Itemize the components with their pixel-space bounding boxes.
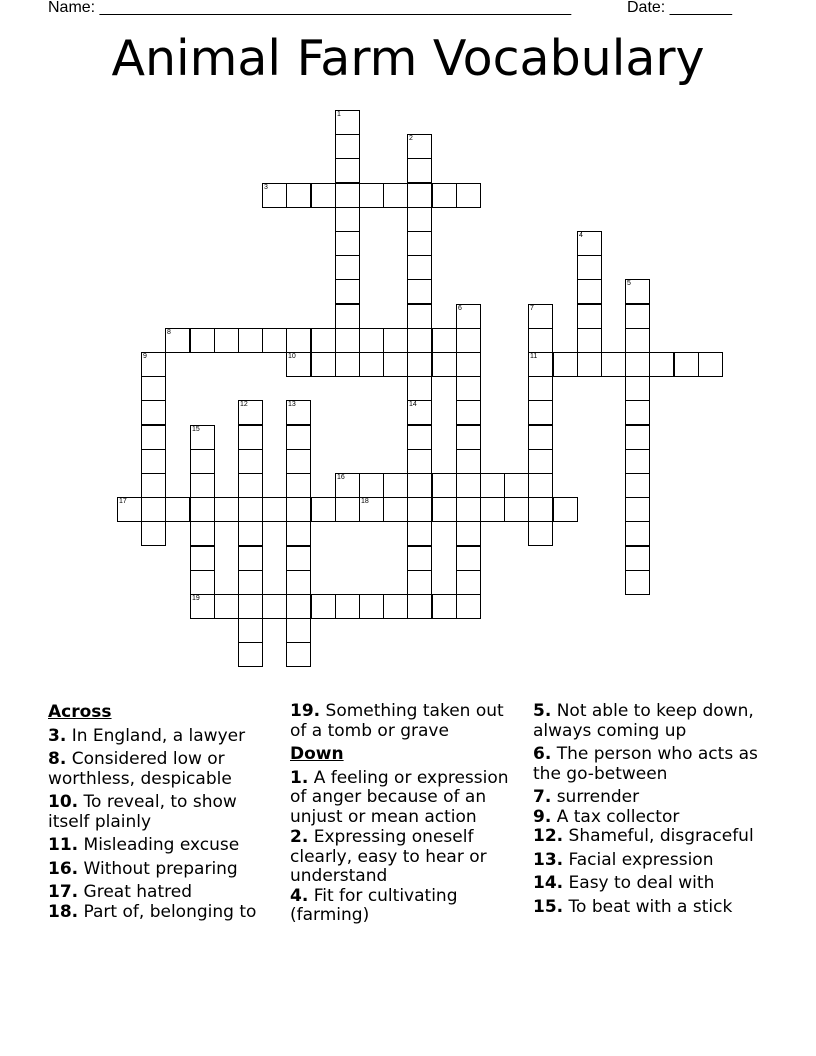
crossword-cell[interactable] [238, 546, 263, 571]
crossword-cell[interactable] [262, 594, 287, 619]
crossword-cell[interactable] [625, 546, 650, 571]
crossword-cell[interactable] [359, 328, 384, 353]
crossword-cell[interactable] [262, 183, 287, 208]
crossword-cell[interactable] [141, 449, 166, 474]
crossword-cell[interactable] [238, 473, 263, 498]
crossword-cell[interactable] [432, 328, 457, 353]
crossword-cell[interactable] [456, 449, 481, 474]
crossword-cell[interactable] [286, 618, 311, 643]
crossword-cell[interactable] [528, 497, 553, 522]
crossword-cell[interactable] [238, 594, 263, 619]
date-label: Date: [627, 0, 666, 16]
clue-number: 1. [290, 767, 309, 788]
crossword-cell[interactable] [335, 110, 360, 135]
crossword-cell[interactable] [190, 425, 215, 450]
crossword-cell[interactable] [286, 328, 311, 353]
crossword-cell[interactable] [141, 473, 166, 498]
crossword-cell[interactable] [286, 449, 311, 474]
cell-number: 1 [337, 111, 341, 118]
crossword-cell[interactable] [625, 449, 650, 474]
clue-text: Part of, belonging to [83, 901, 257, 922]
crossword-cell[interactable] [190, 497, 215, 522]
crossword-cell[interactable] [625, 328, 650, 353]
crossword-cell[interactable] [407, 546, 432, 571]
cell-number: 9 [143, 353, 147, 360]
crossword-cell[interactable] [311, 594, 336, 619]
clue-number: 4. [290, 885, 309, 906]
crossword-cell[interactable] [286, 352, 311, 377]
crossword-cell[interactable] [625, 279, 650, 304]
crossword-cell[interactable] [456, 183, 481, 208]
crossword-cell[interactable] [190, 570, 215, 595]
clue-number: 14. [533, 873, 564, 893]
clue-text: Not able to keep down, always coming up [533, 701, 754, 741]
clue-number: 19. [290, 701, 321, 721]
crossword-cell[interactable] [698, 352, 723, 377]
crossword-cell[interactable] [383, 594, 408, 619]
crossword-cell[interactable] [286, 570, 311, 595]
crossword-cell[interactable] [528, 328, 553, 353]
crossword-cell[interactable] [190, 546, 215, 571]
clue-text: A tax collector [556, 806, 680, 827]
clue-across-19 [290, 702, 522, 741]
clue-number: 11. [48, 835, 79, 855]
crossword-cell[interactable] [286, 400, 311, 425]
clue-number: 17. [48, 882, 79, 902]
clue-text: Fit for cultivating (farming) [290, 885, 458, 925]
clue-down-9 [533, 808, 773, 828]
crossword-cell[interactable] [311, 497, 336, 522]
crossword-cell[interactable] [335, 255, 360, 280]
crossword-cell[interactable] [286, 497, 311, 522]
crossword-cell[interactable] [383, 473, 408, 498]
crossword-cell[interactable] [117, 497, 142, 522]
crossword-cell[interactable] [456, 473, 481, 498]
clue-text: Great hatred [83, 882, 192, 902]
crossword-cell[interactable] [407, 594, 432, 619]
clue-down-1 [290, 769, 522, 828]
crossword-cell[interactable] [335, 352, 360, 377]
crossword-cell[interactable] [456, 425, 481, 450]
crossword-cell[interactable] [383, 328, 408, 353]
crossword-cell[interactable] [407, 400, 432, 425]
crossword-cell[interactable] [456, 546, 481, 571]
crossword-cell[interactable] [625, 376, 650, 401]
clue-down-4 [290, 887, 522, 926]
crossword-cell[interactable] [141, 352, 166, 377]
clue-down-12 [533, 827, 773, 847]
crossword-cell[interactable] [407, 279, 432, 304]
crossword-cell[interactable] [190, 328, 215, 353]
clue-across-11 [48, 836, 280, 856]
crossword-cell[interactable] [190, 594, 215, 619]
crossword-cell[interactable] [190, 473, 215, 498]
crossword-cell[interactable] [141, 425, 166, 450]
crossword-cell[interactable] [456, 400, 481, 425]
crossword-cell[interactable] [577, 328, 602, 353]
clue-text: To beat with a stick [568, 896, 733, 917]
crossword-cell[interactable] [141, 521, 166, 546]
crossword-cell[interactable] [407, 304, 432, 329]
clue-across-18 [48, 903, 280, 923]
crossword-cell[interactable] [335, 231, 360, 256]
crossword-cell[interactable] [238, 642, 263, 667]
crossword-cell[interactable] [674, 352, 699, 377]
clues-column-3 [533, 702, 773, 921]
clue-number: 12. [533, 826, 564, 846]
clue-down-6 [533, 745, 773, 784]
crossword-cell[interactable] [383, 497, 408, 522]
crossword-cell[interactable] [383, 183, 408, 208]
clue-number: 9. [533, 806, 552, 827]
cell-number: 12 [240, 401, 248, 408]
crossword-cell[interactable] [553, 497, 578, 522]
crossword-cell[interactable] [311, 183, 336, 208]
clue-text: Facial expression [568, 849, 714, 870]
crossword-cell[interactable] [359, 352, 384, 377]
crossword-cell[interactable] [286, 425, 311, 450]
clue-text: A feeling or expression of anger because of an unjust or mean action [290, 767, 509, 827]
cell-number: 10 [288, 353, 296, 360]
cell-number: 13 [288, 401, 296, 408]
clue-down-2 [290, 828, 522, 887]
crossword-cell[interactable] [141, 400, 166, 425]
crossword-cell[interactable] [407, 134, 432, 159]
crossword-cell[interactable] [528, 304, 553, 329]
cell-number: 8 [167, 329, 171, 336]
crossword-cell[interactable] [238, 570, 263, 595]
crossword-cell[interactable] [262, 328, 287, 353]
crossword-cell[interactable] [528, 400, 553, 425]
crossword-cell[interactable] [359, 473, 384, 498]
crossword-cell[interactable] [359, 497, 384, 522]
clue-across-10 [48, 793, 280, 832]
clues-column-1 [48, 702, 280, 926]
crossword-cell[interactable] [577, 279, 602, 304]
crossword-cell[interactable] [238, 400, 263, 425]
crossword-cell[interactable] [504, 473, 529, 498]
crossword-cell[interactable] [407, 570, 432, 595]
clue-text: In England, a lawyer [71, 725, 246, 746]
clue-text: Misleading excuse [83, 835, 240, 855]
clue-number: 16. [48, 858, 79, 879]
crossword-cell[interactable] [286, 473, 311, 498]
crossword-cell[interactable] [625, 352, 650, 377]
crossword-cell[interactable] [335, 497, 360, 522]
crossword-cell[interactable] [528, 449, 553, 474]
cell-number: 7 [530, 305, 534, 312]
across-heading: Across [48, 702, 112, 722]
crossword-cell[interactable] [577, 255, 602, 280]
crossword-cell[interactable] [407, 231, 432, 256]
clue-text: Shameful, disgraceful [568, 826, 754, 846]
crossword-cell[interactable] [286, 594, 311, 619]
crossword-cell[interactable] [601, 352, 626, 377]
clue-across-8 [48, 750, 280, 789]
crossword-cell[interactable] [407, 425, 432, 450]
crossword-cell[interactable] [528, 473, 553, 498]
crossword-cell[interactable] [528, 425, 553, 450]
crossword-cell[interactable] [190, 449, 215, 474]
crossword-cell[interactable] [577, 304, 602, 329]
clue-text: Expressing oneself clearly, easy to hear or understand [290, 827, 487, 886]
crossword-cell[interactable] [262, 497, 287, 522]
clue-text: Easy to deal with [568, 873, 715, 893]
crossword-cell[interactable] [456, 304, 481, 329]
crossword-cell[interactable] [335, 134, 360, 159]
clue-text: The person who acts as the go-between [533, 744, 758, 784]
crossword-cell[interactable] [407, 158, 432, 183]
cell-number: 2 [409, 135, 413, 142]
crossword-cell[interactable] [407, 376, 432, 401]
cell-number: 3 [264, 184, 268, 191]
crossword-cell[interactable] [553, 352, 578, 377]
clue-text: To reveal, to show itself plainly [48, 792, 237, 832]
clue-number: 2. [290, 827, 309, 847]
crossword-cell[interactable] [407, 207, 432, 232]
name-label: Name: [48, 0, 96, 16]
crossword-cell[interactable] [214, 497, 239, 522]
crossword-cell[interactable] [335, 594, 360, 619]
crossword-cell[interactable] [407, 473, 432, 498]
name-line[interactable]: _____________________________________________________ [99, 0, 572, 16]
clue-text: surrender [556, 787, 640, 807]
clue-text: Without preparing [83, 858, 238, 879]
crossword-cell[interactable] [432, 352, 457, 377]
crossword-cell[interactable] [456, 328, 481, 353]
crossword-cell[interactable] [311, 328, 336, 353]
clue-across-17 [48, 883, 280, 903]
crossword-cell[interactable] [238, 521, 263, 546]
crossword-cell[interactable] [407, 183, 432, 208]
crossword-cell[interactable] [625, 425, 650, 450]
crossword-cell[interactable] [480, 473, 505, 498]
crossword-cell[interactable] [456, 570, 481, 595]
cell-number: 6 [458, 305, 462, 312]
crossword-cell[interactable] [625, 473, 650, 498]
cell-number: 18 [361, 498, 369, 505]
clue-across-16 [48, 860, 280, 880]
crossword-cell[interactable] [286, 546, 311, 571]
crossword-cell[interactable] [286, 642, 311, 667]
clue-text: Considered low or worthless, despicable [48, 749, 232, 789]
crossword-cell[interactable] [504, 497, 529, 522]
crossword-cell[interactable] [335, 473, 360, 498]
clue-number: 8. [48, 749, 67, 769]
crossword-cell[interactable] [286, 183, 311, 208]
crossword-cell[interactable] [407, 449, 432, 474]
crossword-cell[interactable] [238, 449, 263, 474]
crossword-cell[interactable] [432, 497, 457, 522]
crossword-cell[interactable] [432, 183, 457, 208]
clue-down-13 [533, 851, 773, 871]
crossword-cell[interactable] [625, 304, 650, 329]
clue-number: 10. [48, 792, 79, 812]
clue-down-5 [533, 702, 773, 741]
crossword-cell[interactable] [335, 183, 360, 208]
crossword-cell[interactable] [456, 497, 481, 522]
crossword-cell[interactable] [141, 497, 166, 522]
clue-number: 7. [533, 787, 552, 807]
crossword-cell[interactable] [335, 328, 360, 353]
crossword-cell[interactable] [456, 594, 481, 619]
crossword-cell[interactable] [214, 328, 239, 353]
crossword-cell[interactable] [577, 352, 602, 377]
crossword-cell[interactable] [456, 521, 481, 546]
crossword-cell[interactable] [577, 231, 602, 256]
crossword-cell[interactable] [238, 425, 263, 450]
clue-number: 15. [533, 896, 564, 917]
clue-number: 13. [533, 849, 564, 870]
crossword-cell[interactable] [432, 594, 457, 619]
crossword-cell[interactable] [238, 497, 263, 522]
clue-number: 6. [533, 744, 552, 764]
crossword-cell[interactable] [528, 352, 553, 377]
page-title: Animal Farm Vocabulary [111, 30, 705, 87]
clues-column-2 [290, 702, 522, 930]
cell-number: 17 [119, 498, 127, 505]
clue-down-14 [533, 874, 773, 894]
crossword-cell[interactable] [407, 521, 432, 546]
crossword-cell[interactable] [311, 352, 336, 377]
clue-text: Something taken out of a tomb or grave [290, 701, 504, 741]
clue-number: 5. [533, 701, 552, 721]
clue-number: 3. [48, 725, 67, 746]
crossword-cell[interactable] [359, 183, 384, 208]
crossword-cell[interactable] [625, 400, 650, 425]
clue-number: 18. [48, 901, 79, 922]
crossword-cell[interactable] [359, 594, 384, 619]
cell-number: 4 [579, 232, 583, 239]
crossword-cell[interactable] [383, 352, 408, 377]
crossword-cell[interactable] [190, 521, 215, 546]
crossword-cell[interactable] [456, 376, 481, 401]
crossword-cell[interactable] [335, 207, 360, 232]
crossword-cell[interactable] [165, 497, 190, 522]
crossword-cell[interactable] [238, 618, 263, 643]
crossword-cell[interactable] [286, 521, 311, 546]
crossword-cell[interactable] [165, 328, 190, 353]
crossword-cell[interactable] [335, 279, 360, 304]
crossword-cell[interactable] [407, 328, 432, 353]
cell-number: 19 [192, 595, 200, 602]
crossword-cell[interactable] [214, 594, 239, 619]
crossword-cell[interactable] [649, 352, 674, 377]
crossword-cell[interactable] [625, 521, 650, 546]
crossword-cell[interactable] [625, 497, 650, 522]
crossword-cell[interactable] [407, 352, 432, 377]
clue-down-15 [533, 898, 773, 918]
crossword-cell[interactable] [625, 570, 650, 595]
crossword-cell[interactable] [528, 376, 553, 401]
cell-number: 14 [409, 401, 417, 408]
cell-number: 11 [530, 353, 538, 360]
clue-across-3 [48, 727, 280, 747]
crossword-cell[interactable] [407, 497, 432, 522]
clue-down-7 [533, 788, 773, 808]
crossword-cell[interactable] [335, 304, 360, 329]
down-heading: Down [290, 744, 344, 764]
crossword-cell[interactable] [238, 328, 263, 353]
crossword-cell[interactable] [456, 352, 481, 377]
cell-number: 16 [337, 474, 345, 481]
crossword-cell[interactable] [480, 497, 505, 522]
cell-number: 5 [627, 280, 631, 287]
crossword-cell[interactable] [432, 473, 457, 498]
crossword-cell[interactable] [407, 255, 432, 280]
cell-number: 15 [192, 426, 200, 433]
crossword-cell[interactable] [528, 521, 553, 546]
crossword-cell[interactable] [141, 376, 166, 401]
crossword-cell[interactable] [335, 158, 360, 183]
date-line[interactable]: _______ [669, 0, 732, 16]
